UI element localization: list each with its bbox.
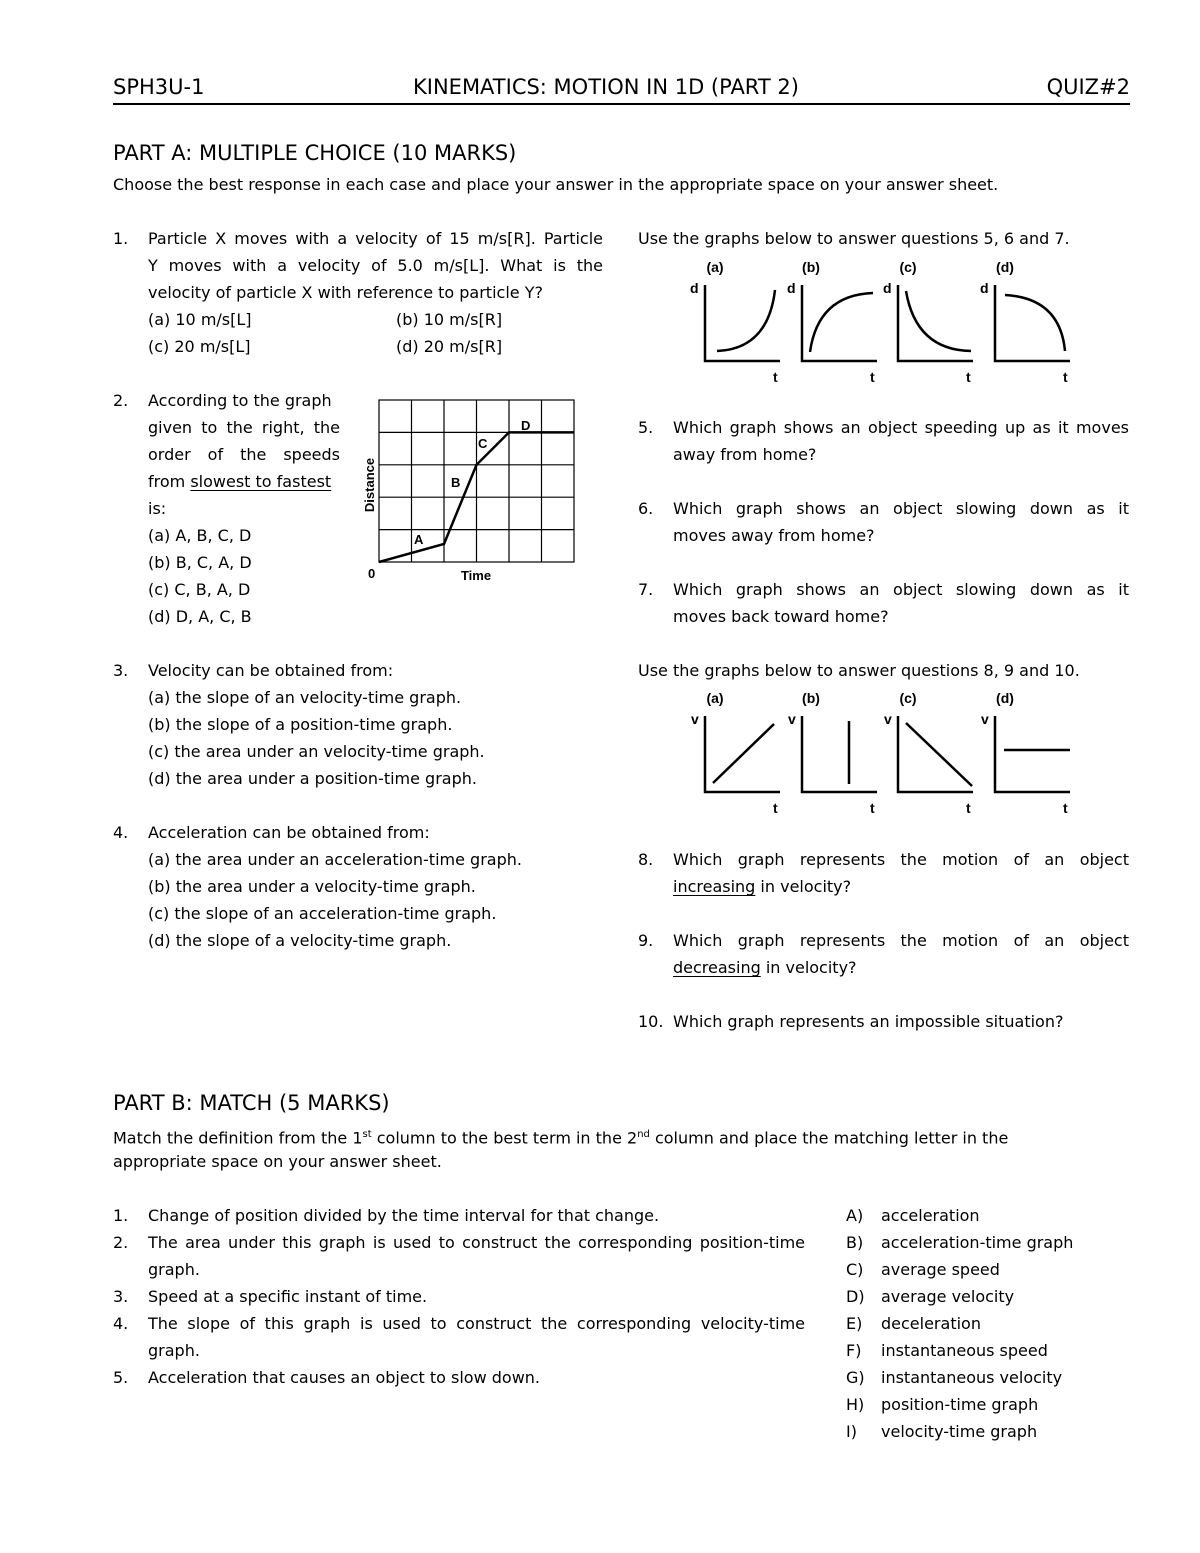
graph-b-axes bbox=[802, 285, 877, 361]
term-letter: E) bbox=[846, 1314, 863, 1333]
x-axis-label: t bbox=[966, 369, 971, 385]
question-text: Which graph shows an object speeding up as it moves bbox=[673, 418, 1129, 437]
question-text: given to the right, the bbox=[148, 418, 340, 437]
x-axis-label: t bbox=[1063, 369, 1068, 385]
term-text: position-time graph bbox=[881, 1395, 1039, 1414]
part-b-heading: PART B: MATCH (5 MARKS) bbox=[113, 1091, 390, 1115]
y-axis-label: d bbox=[980, 280, 989, 296]
question-number: 10. bbox=[638, 1012, 664, 1031]
graphs-intro-8-10: Use the graphs below to answer questions 8, 9 and 10. bbox=[638, 661, 1080, 680]
question-text: moves back toward home? bbox=[673, 607, 889, 626]
question-number: 4. bbox=[113, 823, 129, 842]
course-code: SPH3U-1 bbox=[113, 75, 205, 99]
question-text: Y moves with a velocity of 5.0 m/s[L]. What is the bbox=[148, 256, 603, 275]
part-b-instructions-2: appropriate space on your answer sheet. bbox=[113, 1152, 442, 1171]
x-axis-label: t bbox=[870, 800, 875, 816]
definition-text: graph. bbox=[148, 1341, 200, 1360]
y-axis-label: d bbox=[787, 280, 796, 296]
question-text: is: bbox=[148, 499, 167, 518]
x-axis-label: t bbox=[966, 800, 971, 816]
graph-a-curve bbox=[717, 290, 775, 351]
graph-a-line bbox=[713, 724, 774, 783]
definition-text: Speed at a specific instant of time. bbox=[148, 1287, 428, 1306]
page-title: KINEMATICS: MOTION IN 1D (PART 2) bbox=[413, 75, 799, 99]
segment-a-label: A bbox=[414, 532, 424, 547]
term-letter: F) bbox=[846, 1341, 862, 1360]
term-text: average speed bbox=[881, 1260, 1000, 1279]
term-text: instantaneous velocity bbox=[881, 1368, 1063, 1387]
definition-number: 1. bbox=[113, 1206, 129, 1225]
option-d: (d) 20 m/s[R] bbox=[396, 337, 503, 356]
term-text: instantaneous speed bbox=[881, 1341, 1048, 1360]
y-axis-label: v bbox=[884, 711, 892, 727]
graph-a-label: (a) bbox=[706, 690, 724, 706]
x-axis-label: t bbox=[1063, 800, 1068, 816]
question-number: 6. bbox=[638, 499, 654, 518]
question-text: from slowest to fastest bbox=[148, 472, 332, 491]
definition-number: 3. bbox=[113, 1287, 129, 1306]
option-a: (a) the slope of an velocity-time graph. bbox=[148, 688, 462, 707]
x-axis-label: Time bbox=[460, 568, 492, 583]
definition-number: 5. bbox=[113, 1368, 129, 1387]
quiz-number: QUIZ#2 bbox=[1046, 75, 1130, 99]
option-b: (b) the area under a velocity-time graph. bbox=[148, 877, 476, 896]
question-number: 8. bbox=[638, 850, 654, 869]
option-b: (b) 10 m/s[R] bbox=[396, 310, 503, 329]
question-number: 5. bbox=[638, 418, 654, 437]
definition-text: The slope of this graph is used to construct the corresponding velocity-time bbox=[148, 1314, 805, 1333]
graph-d-curve bbox=[1005, 295, 1065, 351]
option-a: (a) 10 m/s[L] bbox=[148, 310, 252, 329]
graph-c-curve bbox=[906, 291, 971, 351]
graph-b-label: (b) bbox=[802, 259, 820, 275]
option-d: (d) the area under a position-time graph. bbox=[148, 769, 477, 788]
term-text: average velocity bbox=[881, 1287, 1015, 1306]
question-number: 3. bbox=[113, 661, 129, 680]
option-a: (a) A, B, C, D bbox=[148, 526, 252, 545]
graph-grid bbox=[379, 400, 574, 562]
question-number: 2. bbox=[113, 391, 129, 410]
question-number: 9. bbox=[638, 931, 654, 950]
term-letter: D) bbox=[846, 1287, 865, 1306]
graph-c-label: (c) bbox=[899, 259, 917, 275]
option-c: (c) C, B, A, D bbox=[148, 580, 251, 599]
x-axis-label: t bbox=[773, 369, 778, 385]
question-text: Particle X moves with a velocity of 15 m/s[R]. Particle bbox=[148, 229, 603, 248]
y-axis-label: v bbox=[981, 711, 989, 727]
term-letter: B) bbox=[846, 1233, 864, 1252]
header-rule bbox=[113, 103, 1130, 105]
term-text: acceleration bbox=[881, 1206, 980, 1225]
definition-number: 2. bbox=[113, 1233, 129, 1252]
definition-text: graph. bbox=[148, 1260, 200, 1279]
graph-a-label: (a) bbox=[706, 259, 724, 275]
position-time-graphs bbox=[680, 255, 1090, 390]
part-b-instructions: Match the definition from the 1st column to the best term in the 2nd column and place the matching letter in the bbox=[113, 1128, 1009, 1148]
question-text: velocity of particle X with reference to particle Y? bbox=[148, 283, 543, 302]
term-text: acceleration-time graph bbox=[881, 1233, 1074, 1252]
part-a-heading: PART A: MULTIPLE CHOICE (10 MARKS) bbox=[113, 141, 517, 165]
distance-time-graph bbox=[355, 395, 585, 590]
option-c: (c) the slope of an acceleration-time graph. bbox=[148, 904, 497, 923]
x-axis-label: t bbox=[870, 369, 875, 385]
term-letter: C) bbox=[846, 1260, 864, 1279]
question-text: Which graph shows an object slowing down as it bbox=[673, 580, 1129, 599]
question-text: According to the graph bbox=[148, 391, 332, 410]
question-text: increasing in velocity? bbox=[673, 877, 852, 896]
emphasis-underline: decreasing bbox=[673, 958, 761, 977]
definition-text: Acceleration that causes an object to slow down. bbox=[148, 1368, 540, 1387]
graph-d-axes bbox=[995, 285, 1070, 361]
emphasis-underline: increasing bbox=[673, 877, 756, 896]
question-number: 7. bbox=[638, 580, 654, 599]
origin-label: 0 bbox=[368, 566, 376, 581]
emphasis-underline: slowest to fastest bbox=[190, 472, 332, 491]
graph-a-axes bbox=[705, 285, 780, 361]
term-letter: I) bbox=[846, 1422, 857, 1441]
question-text: Acceleration can be obtained from: bbox=[148, 823, 430, 842]
question-text: Which graph represents an impossible situation? bbox=[673, 1012, 1064, 1031]
graph-c-label: (c) bbox=[899, 690, 917, 706]
y-axis-label: d bbox=[883, 280, 892, 296]
question-text: Which graph represents the motion of an object bbox=[673, 931, 1129, 950]
question-text: moves away from home? bbox=[673, 526, 875, 545]
graph-b-label: (b) bbox=[802, 690, 820, 706]
velocity-time-graphs bbox=[680, 686, 1090, 821]
option-c: (c) 20 m/s[L] bbox=[148, 337, 251, 356]
segment-c-label: C bbox=[478, 436, 488, 451]
graphs-intro-5-7: Use the graphs below to answer questions 5, 6 and 7. bbox=[638, 229, 1070, 248]
y-axis-label: Distance bbox=[362, 457, 377, 513]
term-letter: A) bbox=[846, 1206, 864, 1225]
question-text: decreasing in velocity? bbox=[673, 958, 857, 977]
x-axis-label: t bbox=[773, 800, 778, 816]
term-letter: G) bbox=[846, 1368, 865, 1387]
graph-d-label: (d) bbox=[996, 690, 1014, 706]
option-d: (d) D, A, C, B bbox=[148, 607, 252, 626]
question-text: Which graph shows an object slowing down as it bbox=[673, 499, 1129, 518]
y-axis-label: v bbox=[691, 711, 699, 727]
option-a: (a) the area under an acceleration-time graph. bbox=[148, 850, 522, 869]
part-a-instructions: Choose the best response in each case and place your answer in the appropriate space on your answer sheet. bbox=[113, 175, 999, 194]
definition-text: The area under this graph is used to construct the corresponding position-time bbox=[148, 1233, 805, 1252]
y-axis-label: v bbox=[788, 711, 796, 727]
graph-b-curve bbox=[810, 293, 873, 352]
definition-number: 4. bbox=[113, 1314, 129, 1333]
option-b: (b) B, C, A, D bbox=[148, 553, 252, 572]
question-text: Which graph represents the motion of an object bbox=[673, 850, 1129, 869]
option-b: (b) the slope of a position-time graph. bbox=[148, 715, 453, 734]
question-text: away from home? bbox=[673, 445, 817, 464]
segment-b-label: B bbox=[451, 475, 461, 490]
y-axis-label: d bbox=[690, 280, 699, 296]
option-c: (c) the area under an velocity-time graph. bbox=[148, 742, 485, 761]
term-text: velocity-time graph bbox=[881, 1422, 1038, 1441]
question-text: order of the speeds bbox=[148, 445, 340, 464]
question-text: Velocity can be obtained from: bbox=[148, 661, 394, 680]
term-text: deceleration bbox=[881, 1314, 981, 1333]
segment-d-label: D bbox=[521, 418, 531, 433]
definition-text: Change of position divided by the time interval for that change. bbox=[148, 1206, 660, 1225]
graph-d-axes bbox=[995, 716, 1070, 792]
graph-b-axes bbox=[802, 716, 877, 792]
graph-c-line bbox=[906, 723, 972, 786]
option-d: (d) the slope of a velocity-time graph. bbox=[148, 931, 452, 950]
question-number: 1. bbox=[113, 229, 129, 248]
graph-d-label: (d) bbox=[996, 259, 1014, 275]
term-letter: H) bbox=[846, 1395, 865, 1414]
